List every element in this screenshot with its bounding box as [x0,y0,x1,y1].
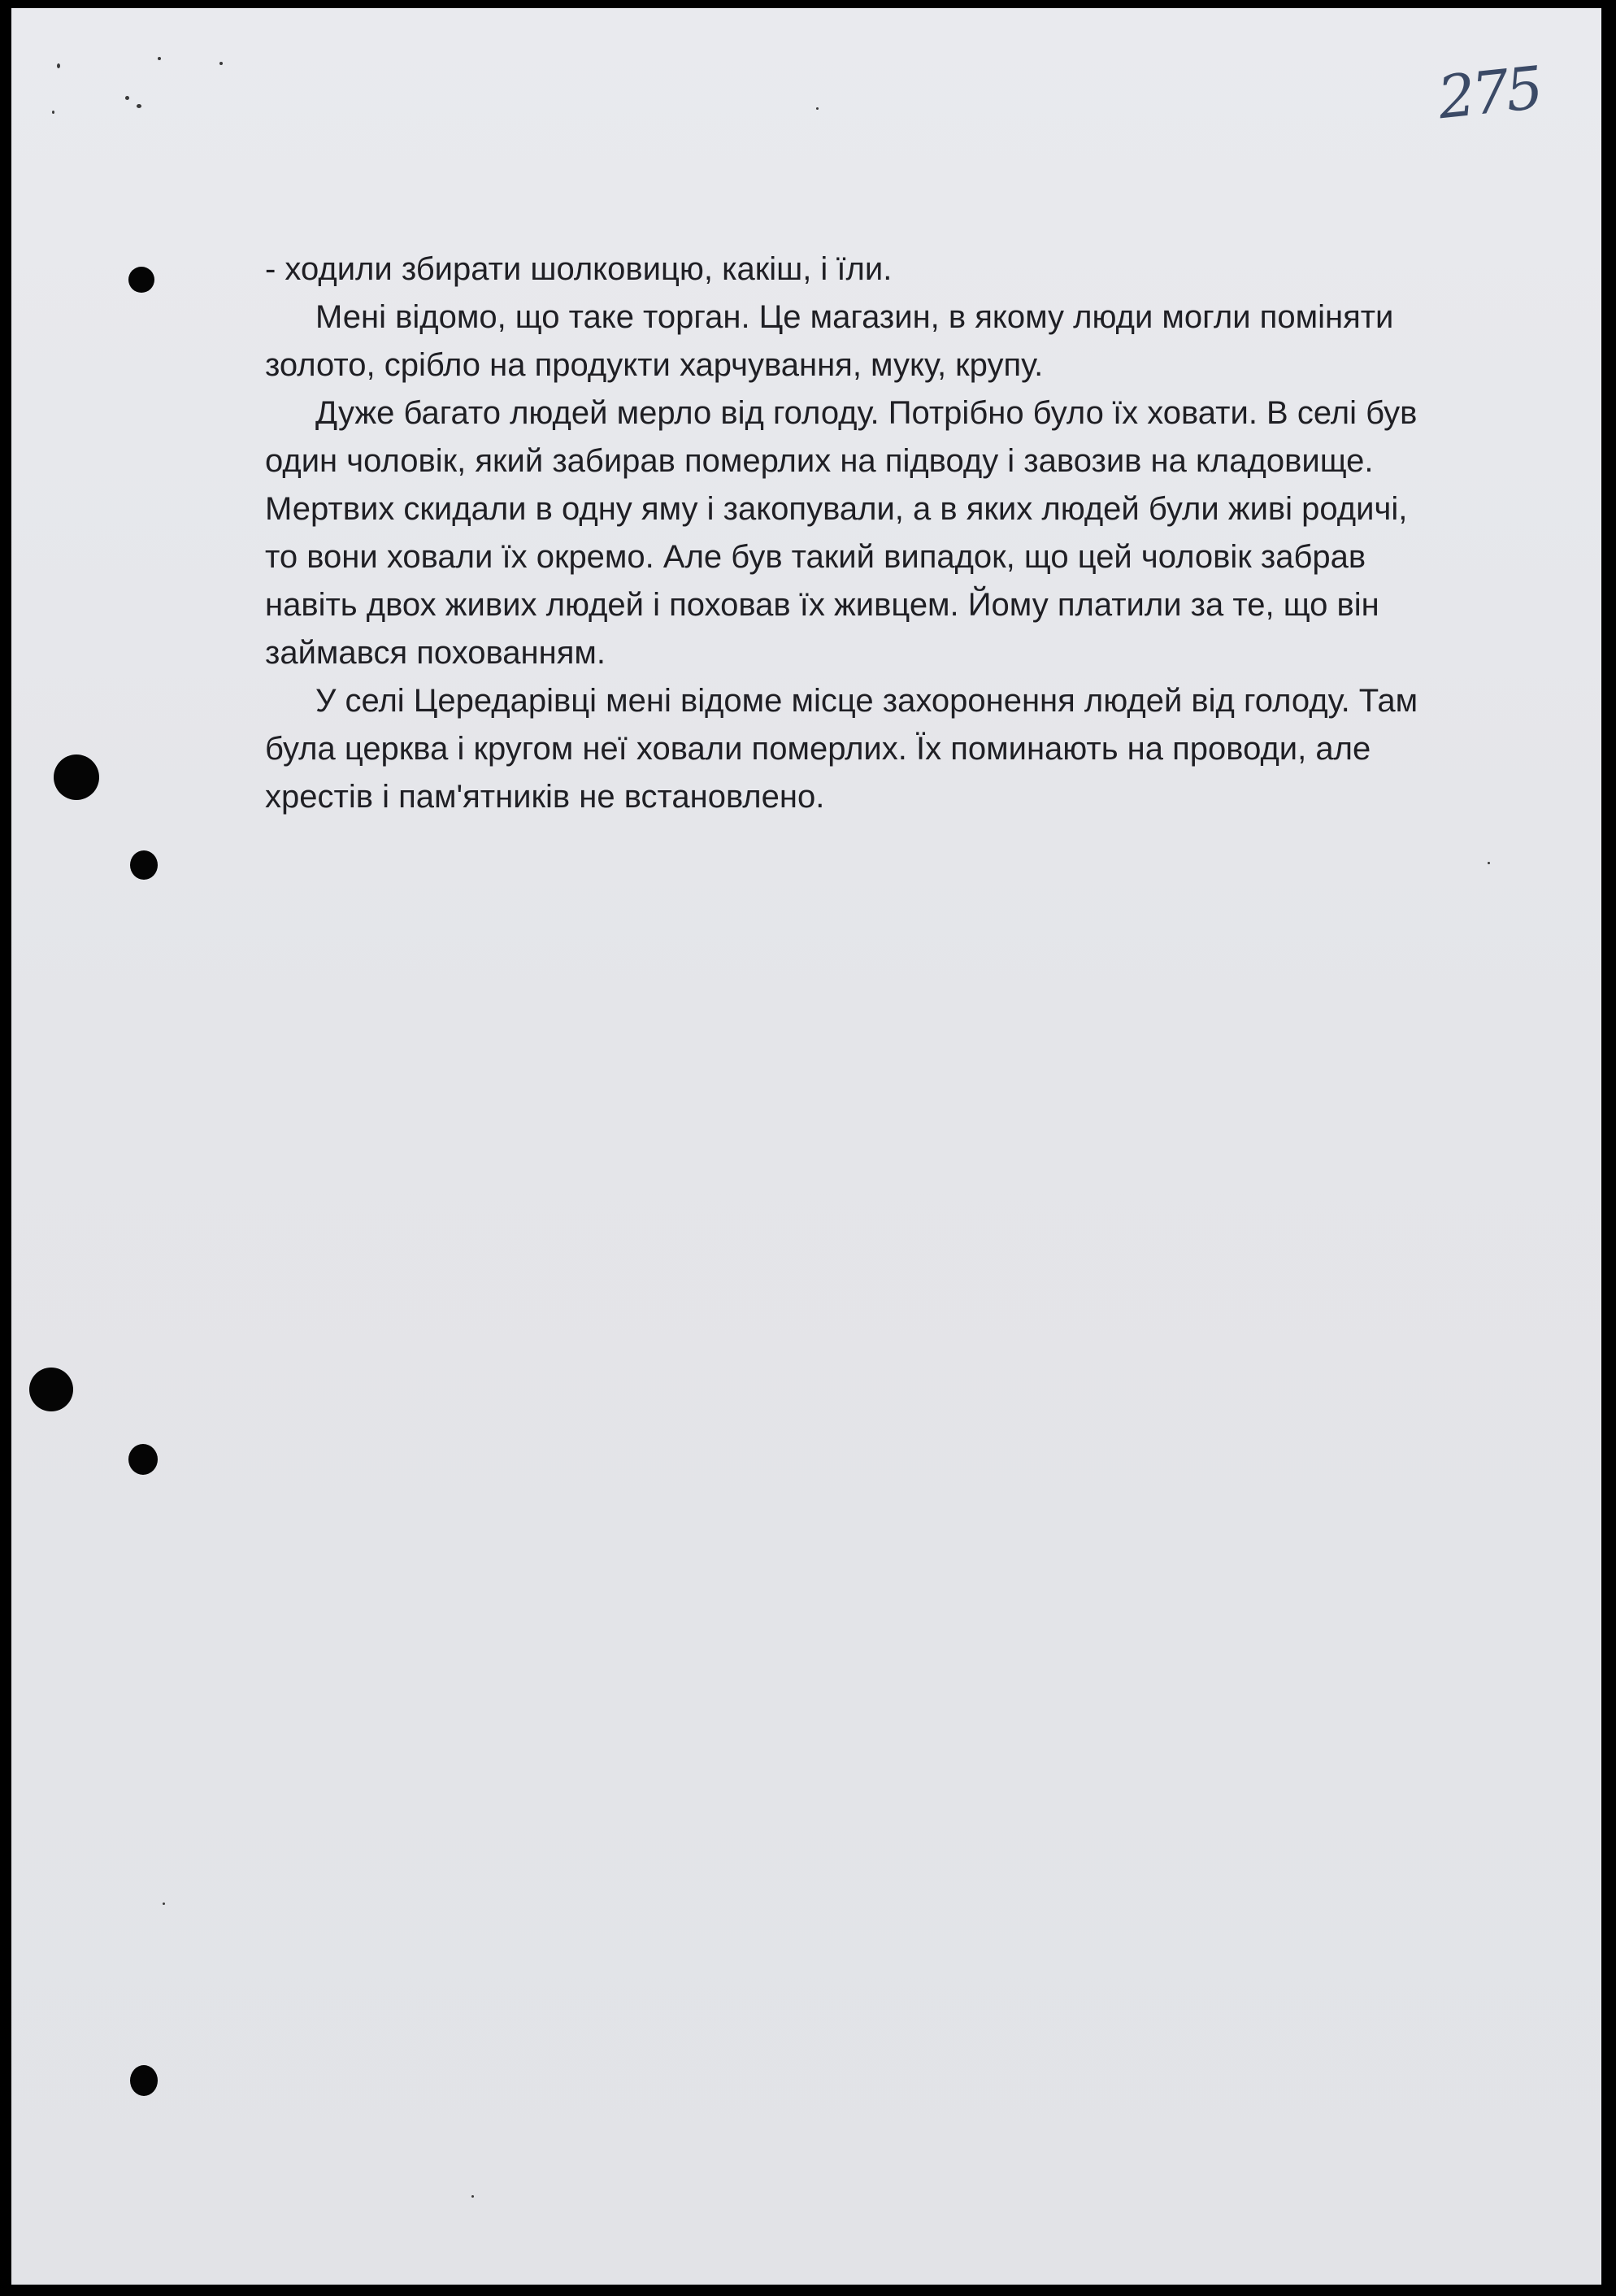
document-page [11,8,1601,2285]
scan-speck [52,111,54,114]
paragraph-2: Мені відомо, що таке торган. Це магазин, в якому люди могли поміняти золото, срібло на продукти харчування, муку, крупу. [265,299,1394,383]
punch-hole [130,2065,158,2096]
handwritten-page-number [1434,53,1601,137]
scan-speck [57,63,60,68]
scan-speck [219,62,223,65]
punch-hole [54,754,99,800]
scan-speck [163,1902,165,1905]
scan-speck [158,57,161,60]
punch-hole [130,850,158,880]
scan-speck [1488,862,1490,864]
scan-speck [471,2195,474,2198]
paragraph-4: У селі Цередарівці мені відоме місце захоронення людей від голоду. Там була церква і кругом неї ховали померлих. Їх поминають на проводи, але хрестів і пам'ятників не встановлено. [265,683,1418,815]
punch-hole [29,1368,73,1411]
punch-hole [128,1444,158,1475]
paragraph-1: - ходили збирати шолковицю, какіш, і їли. [265,251,893,287]
punch-hole [128,267,154,293]
paragraph-3: Дуже багато людей мерло від голоду. Потрібно було їх ховати. В селі був один чоловік, який забирав померлих на підводу і завозив на кладовище. Мертвих скидали в одну яму і закопували, а в яких людей були живі родичі, то вони ховали їх окремо. Але був такий випадок, що цей чоловік забрав навіть двох живих людей і поховав їх живцем. Йому платили за те, що він займався похованням. [265,395,1418,671]
document-body [265,246,1444,821]
scan-speck [137,104,141,108]
page-number-text: 275 [1434,53,1544,133]
scan-speck [125,96,129,100]
scan-speck [816,107,819,110]
